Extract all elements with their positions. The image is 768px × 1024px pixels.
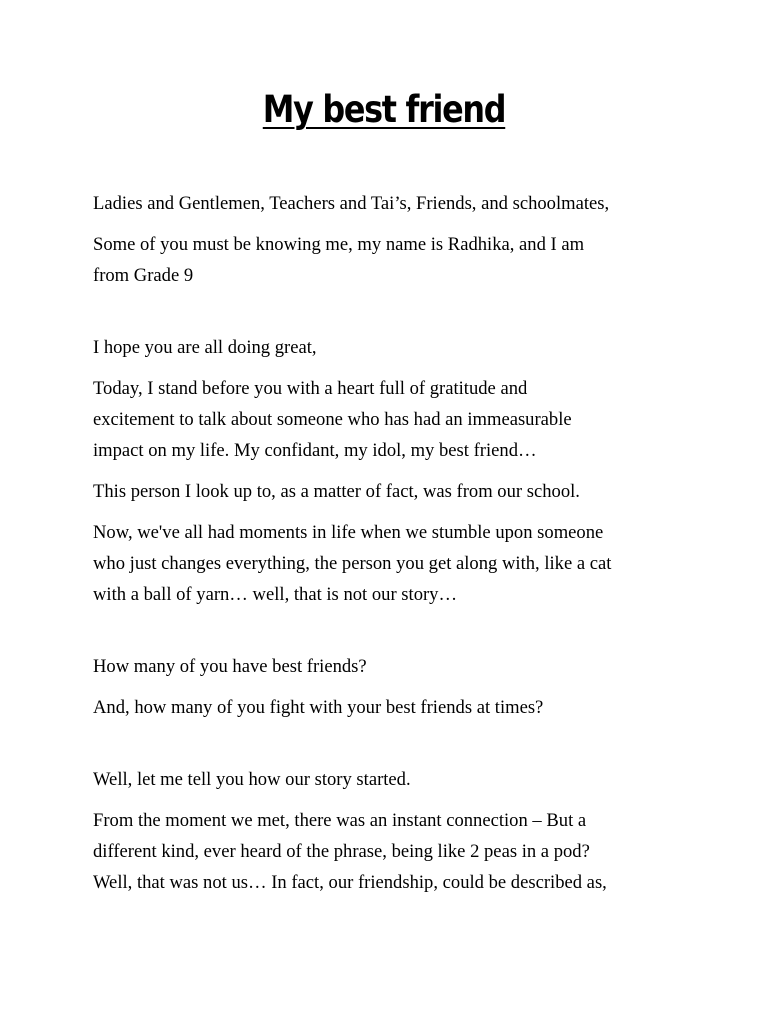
paragraph-moments	[93, 517, 693, 610]
paragraph-line: And, how many of you fight with your best friends at times?	[93, 697, 544, 718]
document-title: My best friend	[262, 88, 506, 131]
paragraph-line: How many of you have best friends?	[93, 656, 367, 677]
paragraph-line: from Grade 9	[93, 265, 194, 286]
paragraph-today	[93, 373, 693, 466]
paragraph-line: Ladies and Gentlemen, Teachers and Tai’s, Friends, and schoolmates,	[93, 193, 610, 214]
paragraph-hope	[93, 332, 693, 363]
paragraph-connection	[93, 805, 693, 898]
paragraph-question-best-friends	[93, 651, 693, 682]
paragraph-line: Today, I stand before you with a heart full of gratitude and	[93, 378, 528, 399]
paragraph-question-fight	[93, 692, 693, 723]
document-body	[93, 188, 693, 908]
blank-line	[93, 301, 693, 332]
blank-line	[93, 620, 693, 651]
paragraph-line: Now, we've all had moments in life when we stumble upon someone	[93, 522, 604, 543]
paragraph-look-up	[93, 476, 693, 507]
paragraph-line: impact on my life. My confidant, my idol, my best friend…	[93, 440, 537, 461]
paragraph-story-start	[93, 764, 693, 795]
paragraph-introduction	[93, 229, 693, 291]
blank-line	[93, 733, 693, 764]
paragraph-line: This person I look up to, as a matter of fact, was from our school.	[93, 481, 580, 502]
paragraph-line: Well, let me tell you how our story started.	[93, 769, 411, 790]
paragraph-line: who just changes everything, the person you get along with, like a cat	[93, 553, 612, 574]
paragraph-line: with a ball of yarn… well, that is not our story…	[93, 584, 458, 605]
paragraph-greeting	[93, 188, 693, 219]
paragraph-line: excitement to talk about someone who has had an immeasurable	[93, 409, 572, 430]
paragraph-line: From the moment we met, there was an instant connection – But a	[93, 810, 587, 831]
paragraph-line: I hope you are all doing great,	[93, 337, 317, 358]
paragraph-line: Well, that was not us… In fact, our friendship, could be described as,	[93, 872, 607, 893]
paragraph-line: Some of you must be knowing me, my name is Radhika, and I am	[93, 234, 585, 255]
paragraph-line: different kind, ever heard of the phrase, being like 2 peas in a pod?	[93, 841, 590, 862]
